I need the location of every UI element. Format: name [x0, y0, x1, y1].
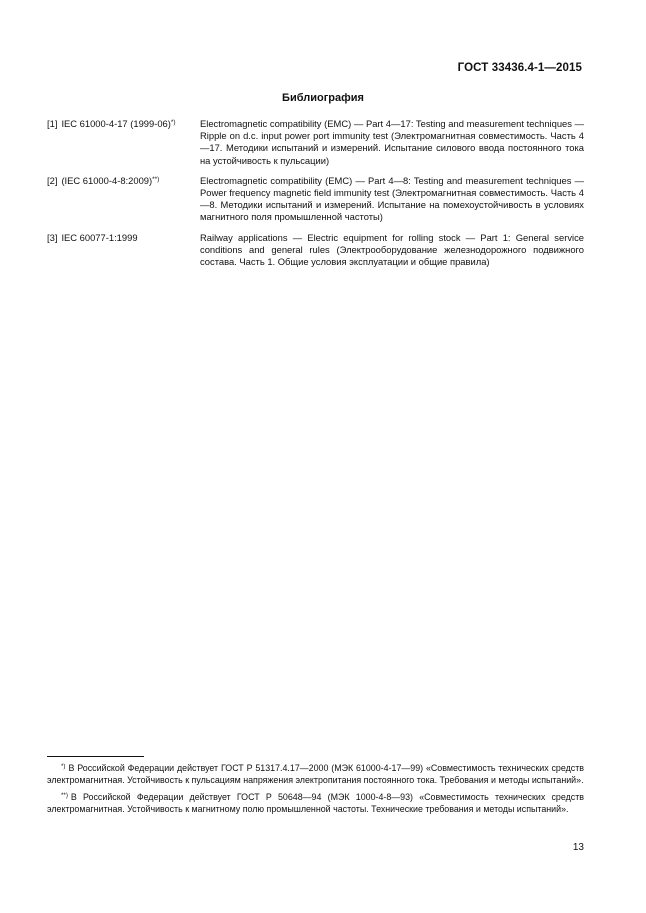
entry-number: [1] [47, 118, 58, 129]
bibliography-title: Библиография [282, 92, 364, 104]
footnote [47, 791, 584, 815]
footnote-mark: *) [61, 763, 66, 770]
entry-number: [3] [47, 231, 58, 243]
footnote-mark: **) [152, 175, 160, 183]
page-number: 13 [572, 842, 584, 853]
entry-description: Railway applications — Electric equipment for rolling stock — Part 1: General service conditions and general rules (Электрооборудование железнодорожного подвижного состава. Часть 1. Общие условия эксплуатации и общие правила) [200, 231, 584, 268]
footnote-text: В Российской Федерации действует ГОСТ Р 51317.4.17—2000 (МЭК 61000-4-17—99) «Совместимость технических средств электромагнитная. Устойчивость к пульсациям напряжения электропитания постоянного тока. Требования и методы испытаний». [47, 763, 584, 785]
entry-description: Electromagnetic compatibility (EMC) — Part 4—17: Testing and measurement techniques — Ripple on d.c. input power port immunity test (Электромагнитная совместимость. Часть 4—17. Методики испытаний и измерений. Испытание силового ввода постоянного тока на устойчивость к пульсации) [200, 118, 584, 166]
footnote-mark: **) [61, 792, 68, 799]
document-code: ГОСТ 33436.4-1—2015 [457, 62, 582, 74]
footnote-text: В Российской Федерации действует ГОСТ Р 50648—94 (МЭК 1000-4-8—93) «Совместимость технических средств электромагнитная. Устойчивость к магнитному полю промышленной частоты. Технические требования и методы испытаний». [47, 792, 584, 814]
entry-standard: IEC 61000-4-17 (1999-06) [61, 118, 171, 129]
footnote [47, 762, 584, 786]
bibliography-reference [47, 118, 200, 167]
footnote-mark: *) [170, 119, 176, 126]
bibliography-list [47, 118, 584, 276]
entry-description: Electromagnetic compatibility (EMC) — Part 4—8: Testing and measurement techniques — Power frequency magnetic field immunity test (Электромагнитная совместимость. Часть 4—8. Методики испытаний и измерений. Испытание на помехоустойчивость в условиях магнитного поля промышленной частоты) [200, 174, 584, 223]
footnote-divider [47, 756, 144, 757]
bibliography-reference [47, 232, 200, 269]
entry-standard: (IEC 61000-4-8:2009) [61, 174, 153, 186]
bibliography-entry [47, 232, 584, 269]
entry-standard: IEC 60077-1:1999 [61, 231, 138, 243]
footnotes [47, 762, 584, 820]
entry-number: [2] [47, 174, 58, 186]
bibliography-entry [47, 175, 584, 224]
bibliography-reference [47, 175, 200, 224]
bibliography-entry [47, 118, 584, 167]
